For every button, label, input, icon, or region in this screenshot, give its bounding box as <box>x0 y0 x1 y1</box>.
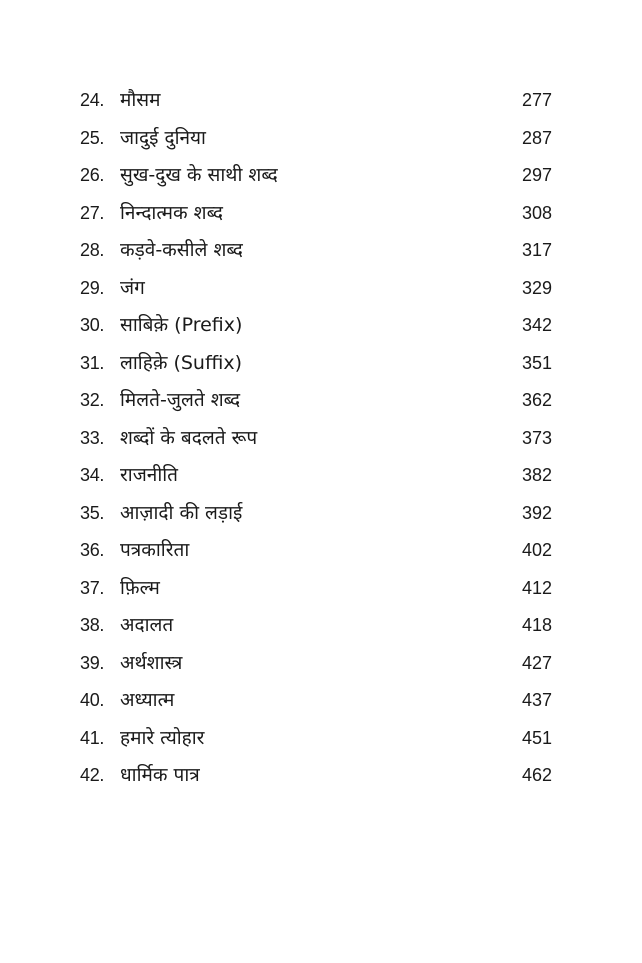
toc-entry-page: 297 <box>521 165 552 185</box>
toc-entry <box>80 682 552 720</box>
toc-entry-number: 35. <box>80 502 105 523</box>
toc-entry-number: 41. <box>80 727 105 748</box>
toc-entry-title: लाहिक़े (Suffix) <box>120 351 242 374</box>
toc-entry <box>80 420 552 458</box>
toc-entry-page: 342 <box>521 315 552 335</box>
toc-entry <box>80 157 552 195</box>
toc-entry-number: 26. <box>80 165 105 185</box>
toc-entry-title: हमारे त्योहार <box>120 726 205 749</box>
toc-entry-number: 24. <box>80 90 105 110</box>
toc-entry-number: 40. <box>80 690 105 710</box>
toc-entry-number: 25. <box>80 127 105 148</box>
toc-entry <box>80 307 552 345</box>
toc-entry <box>80 457 552 495</box>
toc-entry-page: 382 <box>521 465 552 485</box>
toc-entry <box>80 195 552 233</box>
toc-entry-page: 373 <box>521 427 552 448</box>
toc-entry-number: 27. <box>80 202 105 223</box>
toc-entry-title: मौसम <box>120 89 161 111</box>
toc-entry-page: 418 <box>521 615 552 635</box>
toc-entry <box>80 270 552 308</box>
toc-entry-number: 34. <box>80 465 105 485</box>
toc-entry <box>80 345 552 383</box>
toc-entry-title: अदालत <box>120 614 174 636</box>
toc-entry-title: मिलते-जुलते शब्द <box>120 389 241 411</box>
toc-entry-page: 362 <box>521 390 552 410</box>
toc-entry-title: कड़वे-कसीले शब्द <box>120 239 243 261</box>
toc-entry-title: जादुई दुनिया <box>120 126 206 149</box>
toc-entry-page: 451 <box>521 727 552 748</box>
toc-entry <box>80 645 552 683</box>
toc-entry-page: 317 <box>521 240 552 260</box>
toc-entry-number: 42. <box>80 765 105 785</box>
toc-entry-number: 37. <box>80 577 105 598</box>
toc-entry <box>80 382 552 420</box>
toc-entry-title: धार्मिक पात्र <box>120 764 200 786</box>
toc-entry-page: 308 <box>521 202 552 223</box>
toc-entry-number: 28. <box>80 240 105 260</box>
toc-entry-number: 39. <box>80 652 105 673</box>
toc-entry-page: 437 <box>521 690 552 710</box>
toc-entry-page: 412 <box>521 577 552 598</box>
toc-entry <box>80 232 552 270</box>
toc-entry-page: 329 <box>521 277 552 298</box>
toc-entry-title: पत्रकारिता <box>120 539 190 561</box>
toc-entry-title: जंग <box>120 276 145 299</box>
toc-entry-page: 277 <box>521 90 552 110</box>
toc-entry-page: 287 <box>521 127 552 148</box>
toc-entry <box>80 570 552 608</box>
toc-entry <box>80 757 552 795</box>
toc-entry-number: 38. <box>80 615 105 635</box>
toc-entry-title: साबिक़े (Prefix) <box>120 314 243 336</box>
toc-entry <box>80 495 552 533</box>
toc-entry-title: सुख-दुख के साथी शब्द <box>120 164 278 186</box>
toc-entry <box>80 607 552 645</box>
toc-entry-title: आज़ादी की लड़ाई <box>120 501 243 524</box>
toc-entry-number: 30. <box>80 315 105 335</box>
toc-entry-title: निन्दात्मक शब्द <box>120 201 224 224</box>
toc-entry-page: 392 <box>521 502 552 523</box>
table-of-contents <box>80 82 552 795</box>
toc-entry-page: 427 <box>521 652 552 673</box>
toc-entry <box>80 532 552 570</box>
toc-entry-page: 351 <box>521 352 552 373</box>
toc-entry <box>80 120 552 158</box>
toc-entry-number: 31. <box>80 352 105 373</box>
toc-entry-number: 33. <box>80 427 105 448</box>
toc-entry-number: 32. <box>80 390 105 410</box>
toc-entry-page: 462 <box>521 765 552 785</box>
toc-entry-title: शब्दों के बदलते रूप <box>120 426 258 449</box>
toc-entry-title: अध्यात्म <box>120 689 175 711</box>
toc-entry-title: राजनीति <box>120 464 179 486</box>
toc-entry-number: 36. <box>80 540 105 560</box>
toc-entry <box>80 720 552 758</box>
toc-entry-title: फ़िल्म <box>120 576 160 599</box>
toc-entry <box>80 82 552 120</box>
toc-entry-number: 29. <box>80 277 105 298</box>
toc-entry-page: 402 <box>521 540 552 560</box>
toc-entry-title: अर्थशास्त्र <box>120 651 183 674</box>
